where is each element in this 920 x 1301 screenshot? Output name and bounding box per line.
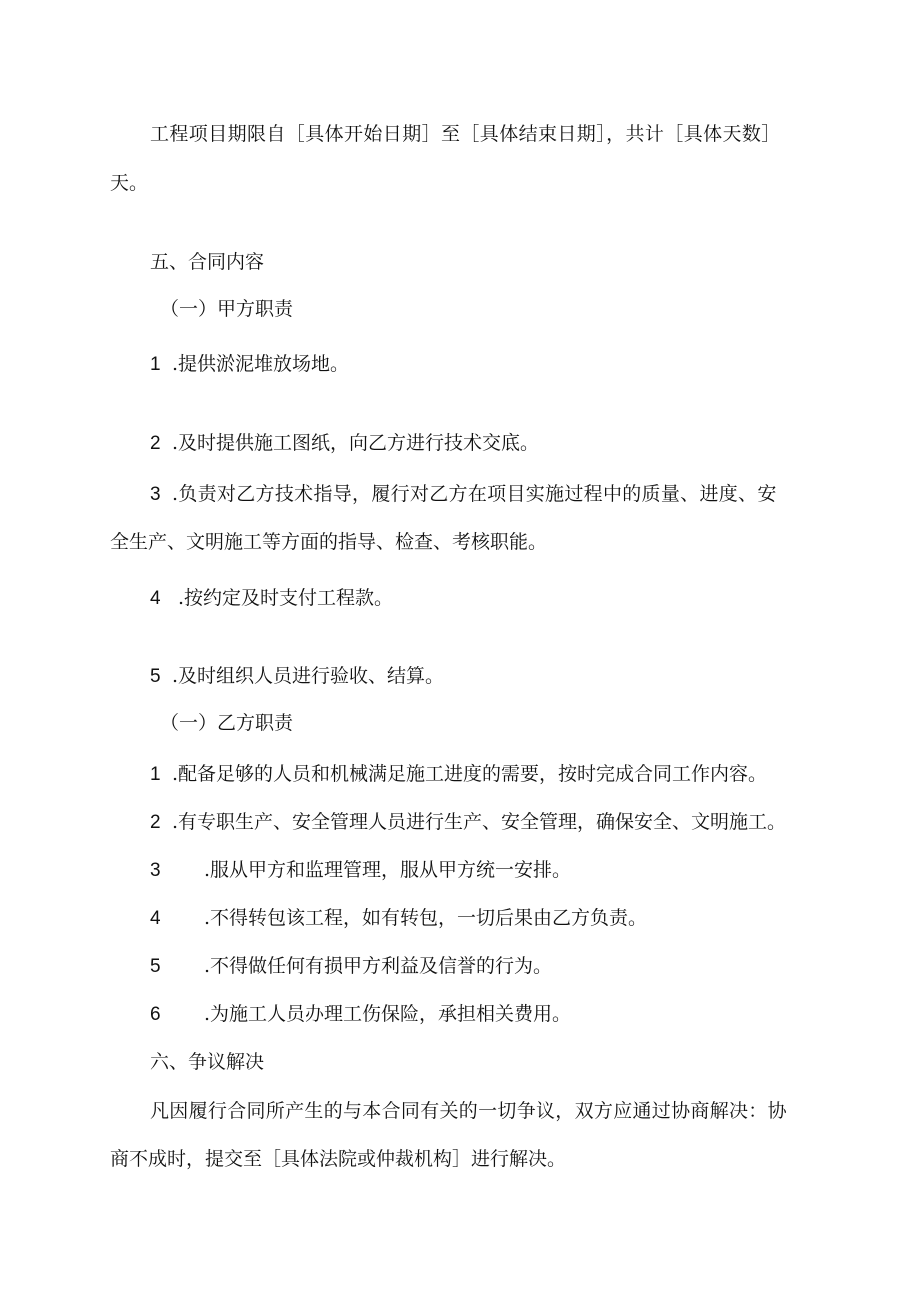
item-number: 3: [150, 860, 161, 881]
item-text: .按约定及时支付工程款。: [178, 587, 394, 609]
item-text: .不得转包该工程，如有转包，一切后果由乙方负责。: [204, 907, 648, 929]
party-b-item-5: [150, 954, 552, 979]
party-b-item-3: [150, 858, 571, 883]
item-number: 4: [150, 908, 161, 929]
item-number: 6: [150, 1004, 161, 1025]
item-number: 2: [150, 433, 161, 454]
period-line-1: 工程项目期限自［具体开始日期］至［具体结束日期］，共计［具体天数］: [150, 123, 781, 145]
item-text: .配备足够的人员和机械满足施工进度的需要，按时完成合同工作内容。: [172, 763, 768, 785]
party-b-item-1: [150, 762, 767, 787]
party-b-item-2: [150, 810, 786, 835]
party-b-heading: （一）乙方职责: [160, 712, 294, 734]
section-5-heading: 五、合同内容: [150, 251, 265, 273]
item-text: .不得做任何有损甲方利益及信誉的行为。: [204, 955, 553, 977]
party-a-item-4: [150, 586, 393, 611]
party-b-item-4: [150, 906, 647, 931]
party-a-item-3: [150, 482, 777, 507]
dispute-para-line-2: 商不成时，提交至［具体法院或仲裁机构］进行解决。: [110, 1148, 567, 1170]
section-6-heading: 六、争议解决: [150, 1051, 265, 1073]
item-number: 3: [150, 484, 161, 505]
item-number: 4: [150, 588, 161, 609]
item-text: .服从甲方和监理管理，服从甲方统一安排。: [204, 859, 572, 881]
item-text: .为施工人员办理工伤保险，承担相关费用。: [204, 1003, 572, 1025]
party-b-item-6: [150, 1002, 571, 1027]
party-a-item-5: [150, 664, 444, 689]
item-text: .提供淤泥堆放场地。: [172, 353, 350, 375]
item-text: .有专职生产、安全管理人员进行生产、安全管理，确保安全、文明施工。: [172, 811, 787, 833]
party-a-item-2: [150, 431, 539, 456]
party-a-item-1: [150, 352, 349, 377]
item-number: 2: [150, 812, 161, 833]
item-number: 1: [150, 764, 161, 785]
item-text: .及时提供施工图纸，向乙方进行技术交底。: [172, 432, 540, 454]
item-number: 1: [150, 354, 161, 375]
period-line-2: 天。: [110, 172, 149, 194]
item-number: 5: [150, 666, 161, 687]
party-a-item-3-continuation: 全生产、文明施工等方面的指导、检查、考核职能。: [110, 531, 548, 553]
item-text: .负责对乙方技术指导，履行对乙方在项目实施过程中的质量、进度、安: [172, 483, 777, 505]
dispute-para-line-1: 凡因履行合同所产生的与本合同有关的一切争议，双方应通过协商解决：协: [150, 1100, 787, 1122]
party-a-heading: （一）甲方职责: [160, 298, 294, 320]
item-text: .及时组织人员进行验收、结算。: [172, 665, 445, 687]
item-number: 5: [150, 956, 161, 977]
